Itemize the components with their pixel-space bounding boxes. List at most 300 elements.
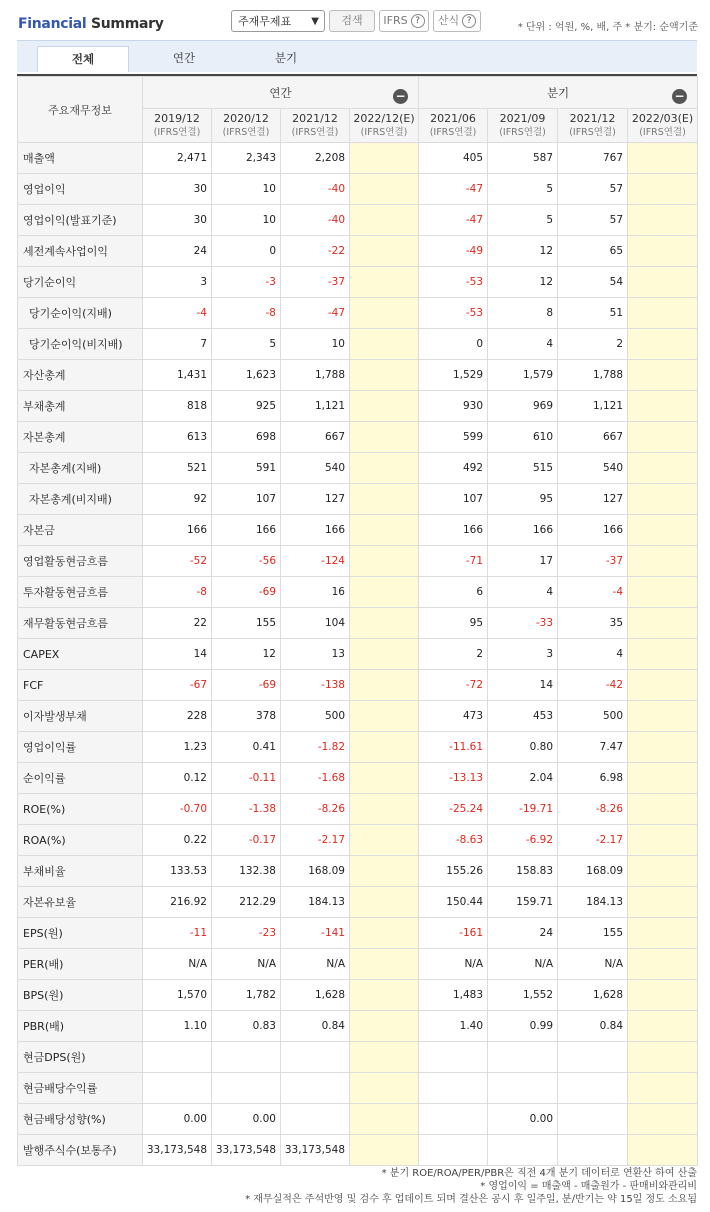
estimate-cell	[628, 546, 698, 577]
value-cell: 216.92	[143, 887, 212, 918]
period-header	[281, 109, 350, 143]
footnote: * 재무실적은 주석반영 및 검수 후 업데이트 되며 결산은 공시 후 일주일, 분/반기는 약 15일 정도 소요됨	[245, 1194, 697, 1205]
value-cell: 2,208	[281, 143, 350, 174]
row-label: BPS(원)	[18, 980, 143, 1011]
estimate-cell	[628, 360, 698, 391]
search-button[interactable]: 검색	[329, 10, 375, 32]
table-row	[18, 143, 698, 174]
value-cell: 1,782	[212, 980, 281, 1011]
value-cell: 925	[212, 391, 281, 422]
period-header	[628, 109, 698, 143]
value-cell: 1,121	[281, 391, 350, 422]
table-row	[18, 918, 698, 949]
value-cell: 1.23	[143, 732, 212, 763]
value-cell: 767	[558, 143, 628, 174]
value-cell: 30	[143, 174, 212, 205]
period-sublabel: (IFRS연결)	[291, 126, 339, 138]
table-row	[18, 670, 698, 701]
value-cell: 0.22	[143, 825, 212, 856]
estimate-cell	[350, 1135, 419, 1166]
value-cell: 24	[143, 236, 212, 267]
value-cell: 95	[419, 608, 488, 639]
value-cell: 10	[212, 174, 281, 205]
value-cell: -8.63	[419, 825, 488, 856]
value-cell: 0.00	[212, 1104, 281, 1135]
period-sublabel: (IFRS연결)	[639, 126, 686, 138]
value-cell: -40	[281, 174, 350, 205]
formula-label: 산식	[437, 14, 460, 27]
value-cell: -47	[281, 298, 350, 329]
estimate-cell	[350, 546, 419, 577]
row-label: 자본총계(비지배)	[18, 484, 143, 515]
value-cell: -1.82	[281, 732, 350, 763]
period-label: 2021/12	[569, 111, 616, 125]
tab-annual[interactable]: 연간	[172, 51, 196, 65]
estimate-cell	[350, 360, 419, 391]
value-cell: -47	[419, 174, 488, 205]
annual-group-label: 연간	[269, 85, 292, 100]
value-cell: 0.80	[488, 732, 558, 763]
value-cell	[558, 1042, 628, 1073]
value-cell: 1,579	[488, 360, 558, 391]
period-label: 2021/09	[499, 111, 546, 125]
row-label: ROE(%)	[18, 794, 143, 825]
value-cell: -67	[143, 670, 212, 701]
value-cell: 0.12	[143, 763, 212, 794]
value-cell: 158.83	[488, 856, 558, 887]
value-cell: 13	[281, 639, 350, 670]
period-header	[419, 109, 488, 143]
value-cell: -0.70	[143, 794, 212, 825]
period-sublabel: (IFRS연결)	[153, 126, 201, 138]
estimate-cell	[628, 484, 698, 515]
period-label: 2022/03(E)	[631, 111, 694, 125]
value-cell: 166	[281, 515, 350, 546]
value-cell: 8	[488, 298, 558, 329]
value-cell	[419, 1104, 488, 1135]
estimate-cell	[350, 205, 419, 236]
table-row	[18, 639, 698, 670]
row-label: 자본유보율	[18, 887, 143, 918]
value-cell: 1,628	[281, 980, 350, 1011]
value-cell	[281, 1042, 350, 1073]
table-row	[18, 484, 698, 515]
value-cell: 155	[212, 608, 281, 639]
estimate-cell	[628, 887, 698, 918]
value-cell	[419, 1042, 488, 1073]
statement-select-value: 주재무제표	[238, 15, 292, 28]
value-cell: N/A	[558, 949, 628, 980]
row-label: 투자활동현금흐름	[18, 577, 143, 608]
value-cell: 1,628	[558, 980, 628, 1011]
value-cell: -3	[212, 267, 281, 298]
estimate-cell	[350, 515, 419, 546]
row-label: 발행주식수(보통주)	[18, 1135, 143, 1166]
period-sublabel: (IFRS연결)	[360, 126, 408, 138]
estimate-cell	[628, 1135, 698, 1166]
value-cell: 0.83	[212, 1011, 281, 1042]
value-cell: 0.84	[558, 1011, 628, 1042]
estimate-cell	[628, 949, 698, 980]
table-row	[18, 515, 698, 546]
estimate-cell	[628, 515, 698, 546]
value-cell	[212, 1042, 281, 1073]
value-cell: 587	[488, 143, 558, 174]
value-cell: 3	[488, 639, 558, 670]
value-cell: -49	[419, 236, 488, 267]
value-cell: -40	[281, 205, 350, 236]
table-row	[18, 174, 698, 205]
value-cell: 6.98	[558, 763, 628, 794]
value-cell: 10	[212, 205, 281, 236]
value-cell: 22	[143, 608, 212, 639]
row-label: 현금배당성향(%)	[18, 1104, 143, 1135]
value-cell: 698	[212, 422, 281, 453]
value-cell: 969	[488, 391, 558, 422]
value-cell: -0.17	[212, 825, 281, 856]
period-label: 2022/12(E)	[353, 111, 415, 125]
value-cell: -141	[281, 918, 350, 949]
row-label: 자본금	[18, 515, 143, 546]
value-cell: -8	[212, 298, 281, 329]
row-label: 영업이익(발표기준)	[18, 205, 143, 236]
estimate-cell	[350, 1104, 419, 1135]
value-cell: -69	[212, 670, 281, 701]
estimate-cell	[350, 484, 419, 515]
value-cell: 7.47	[558, 732, 628, 763]
value-cell: N/A	[143, 949, 212, 980]
value-cell: 1.40	[419, 1011, 488, 1042]
table-row	[18, 949, 698, 980]
value-cell: 1,552	[488, 980, 558, 1011]
estimate-cell	[628, 980, 698, 1011]
value-cell	[419, 1073, 488, 1104]
period-header	[488, 109, 558, 143]
row-label: 이자발생부채	[18, 701, 143, 732]
value-cell: -11.61	[419, 732, 488, 763]
table-row	[18, 360, 698, 391]
period-sublabel: (IFRS연결)	[569, 126, 616, 138]
value-cell: -13.13	[419, 763, 488, 794]
estimate-cell	[628, 174, 698, 205]
value-cell: 33,173,548	[281, 1135, 350, 1166]
table-row	[18, 205, 698, 236]
value-cell: -124	[281, 546, 350, 577]
estimate-cell	[628, 453, 698, 484]
value-cell: 1,483	[419, 980, 488, 1011]
value-cell	[488, 1042, 558, 1073]
value-cell: 500	[281, 701, 350, 732]
period-label: 2021/12	[292, 111, 338, 125]
value-cell: 930	[419, 391, 488, 422]
estimate-cell	[628, 143, 698, 174]
value-cell: 150.44	[419, 887, 488, 918]
value-cell: 7	[143, 329, 212, 360]
footnote: * 영업이익 = 매출액 - 매출원가 - 판매비와관리비	[480, 1181, 697, 1192]
value-cell: 12	[488, 236, 558, 267]
table-row	[18, 1073, 698, 1104]
value-cell: -25.24	[419, 794, 488, 825]
estimate-cell	[628, 1104, 698, 1135]
value-cell: 1,121	[558, 391, 628, 422]
value-cell: 166	[419, 515, 488, 546]
value-cell: 57	[558, 205, 628, 236]
row-label: EPS(원)	[18, 918, 143, 949]
value-cell: 667	[558, 422, 628, 453]
value-cell: 65	[558, 236, 628, 267]
value-cell: 2,343	[212, 143, 281, 174]
row-label: 부채비율	[18, 856, 143, 887]
estimate-cell	[350, 143, 419, 174]
value-cell: N/A	[281, 949, 350, 980]
formula-help-button[interactable]	[433, 10, 481, 32]
row-label: PBR(배)	[18, 1011, 143, 1042]
estimate-cell	[628, 1073, 698, 1104]
value-cell: 95	[488, 484, 558, 515]
value-cell: 405	[419, 143, 488, 174]
period-sublabel: (IFRS연결)	[499, 126, 546, 138]
collapse-quarter-icon[interactable]: −	[672, 89, 687, 104]
value-cell: 14	[488, 670, 558, 701]
estimate-cell	[350, 794, 419, 825]
row-label: 당기순이익	[18, 267, 143, 298]
table-row	[18, 453, 698, 484]
value-cell: 132.38	[212, 856, 281, 887]
table-row	[18, 1011, 698, 1042]
tab-quarter[interactable]: 분기	[274, 51, 298, 65]
value-cell: 378	[212, 701, 281, 732]
estimate-cell	[628, 794, 698, 825]
table-row	[18, 267, 698, 298]
value-cell: 57	[558, 174, 628, 205]
value-cell	[143, 1073, 212, 1104]
value-cell: 17	[488, 546, 558, 577]
table-row	[18, 1104, 698, 1135]
value-cell: 599	[419, 422, 488, 453]
value-cell: 54	[558, 267, 628, 298]
value-cell: 107	[212, 484, 281, 515]
footnote: * 분기 ROE/ROA/PER/PBR은 직전 4개 분기 데이터로 연환산 하여 산출	[381, 1168, 697, 1179]
value-cell: -4	[143, 298, 212, 329]
row-label: 현금배당수익률	[18, 1073, 143, 1104]
value-cell: 2.04	[488, 763, 558, 794]
row-label: 영업이익률	[18, 732, 143, 763]
period-label: 2019/12	[154, 111, 200, 125]
value-cell: -23	[212, 918, 281, 949]
row-label: 자본총계	[18, 422, 143, 453]
table-row	[18, 732, 698, 763]
value-cell: 127	[558, 484, 628, 515]
table-row	[18, 546, 698, 577]
value-cell: -2.17	[558, 825, 628, 856]
estimate-cell	[350, 670, 419, 701]
value-cell: 1,431	[143, 360, 212, 391]
table-row	[18, 794, 698, 825]
value-cell: 184.13	[558, 887, 628, 918]
footnotes	[245, 1167, 697, 1206]
value-cell: 166	[558, 515, 628, 546]
value-cell: -37	[558, 546, 628, 577]
table-row	[18, 608, 698, 639]
value-cell: -53	[419, 267, 488, 298]
value-cell: 184.13	[281, 887, 350, 918]
estimate-cell	[350, 391, 419, 422]
estimate-cell	[628, 608, 698, 639]
value-cell	[558, 1073, 628, 1104]
value-cell: -71	[419, 546, 488, 577]
estimate-cell	[628, 701, 698, 732]
value-cell: -69	[212, 577, 281, 608]
value-cell: N/A	[212, 949, 281, 980]
value-cell: -42	[558, 670, 628, 701]
period-header	[350, 109, 419, 143]
value-cell: 540	[558, 453, 628, 484]
period-header	[558, 109, 628, 143]
value-cell: 12	[488, 267, 558, 298]
period-label: 2020/12	[223, 111, 269, 125]
value-cell: 166	[488, 515, 558, 546]
estimate-cell	[628, 391, 698, 422]
value-cell: 35	[558, 608, 628, 639]
estimate-cell	[628, 732, 698, 763]
table-row	[18, 391, 698, 422]
estimate-cell	[350, 236, 419, 267]
value-cell: 168.09	[281, 856, 350, 887]
estimate-cell	[628, 825, 698, 856]
tab-all[interactable]: 전체	[37, 46, 129, 72]
table-row	[18, 825, 698, 856]
value-cell: 613	[143, 422, 212, 453]
value-cell: 168.09	[558, 856, 628, 887]
statement-select[interactable]	[231, 10, 325, 32]
table-row	[18, 1042, 698, 1073]
chevron-down-icon: ▼	[311, 16, 319, 27]
value-cell: 1,788	[281, 360, 350, 391]
estimate-cell	[350, 887, 419, 918]
value-cell: 492	[419, 453, 488, 484]
value-cell: 127	[281, 484, 350, 515]
estimate-cell	[350, 763, 419, 794]
value-cell: 33,173,548	[212, 1135, 281, 1166]
value-cell: 228	[143, 701, 212, 732]
row-label: 자본총계(지배)	[18, 453, 143, 484]
estimate-cell	[350, 267, 419, 298]
value-cell: -6.92	[488, 825, 558, 856]
value-cell	[143, 1042, 212, 1073]
value-cell: -1.68	[281, 763, 350, 794]
row-label: PER(배)	[18, 949, 143, 980]
estimate-cell	[350, 298, 419, 329]
value-cell: 155	[558, 918, 628, 949]
table-row	[18, 422, 698, 453]
value-cell: 107	[419, 484, 488, 515]
value-cell: -33	[488, 608, 558, 639]
value-cell: -72	[419, 670, 488, 701]
table-row	[18, 980, 698, 1011]
estimate-cell	[350, 825, 419, 856]
value-cell: 0.99	[488, 1011, 558, 1042]
table-row	[18, 701, 698, 732]
value-cell	[488, 1135, 558, 1166]
value-cell: -4	[558, 577, 628, 608]
value-cell: 540	[281, 453, 350, 484]
value-cell: 500	[558, 701, 628, 732]
estimate-cell	[350, 1011, 419, 1042]
row-label: CAPEX	[18, 639, 143, 670]
value-cell: -8	[143, 577, 212, 608]
collapse-annual-icon[interactable]: −	[393, 89, 408, 104]
value-cell: 10	[281, 329, 350, 360]
estimate-cell	[350, 453, 419, 484]
value-cell: 0	[212, 236, 281, 267]
estimate-cell	[628, 1042, 698, 1073]
period-sublabel: (IFRS연결)	[222, 126, 270, 138]
row-label: 당기순이익(지배)	[18, 298, 143, 329]
estimate-cell	[350, 329, 419, 360]
value-cell: 155.26	[419, 856, 488, 887]
table-row	[18, 298, 698, 329]
estimate-cell	[628, 422, 698, 453]
row-header-label: 주요재무정보	[18, 77, 143, 143]
estimate-cell	[628, 329, 698, 360]
value-cell: 1,529	[419, 360, 488, 391]
value-cell: 667	[281, 422, 350, 453]
table-row	[18, 329, 698, 360]
estimate-cell	[628, 205, 698, 236]
help-icon: ?	[462, 14, 476, 28]
estimate-cell	[628, 670, 698, 701]
row-label: 재무활동현금흐름	[18, 608, 143, 639]
value-cell: 16	[281, 577, 350, 608]
value-cell: -1.38	[212, 794, 281, 825]
value-cell: -53	[419, 298, 488, 329]
estimate-cell	[350, 639, 419, 670]
top-bar	[0, 8, 710, 36]
estimate-cell	[350, 1042, 419, 1073]
value-cell: 4	[488, 329, 558, 360]
value-cell: -22	[281, 236, 350, 267]
quarter-group-header	[419, 77, 698, 109]
value-cell: -56	[212, 546, 281, 577]
value-cell	[558, 1104, 628, 1135]
value-cell: 1,788	[558, 360, 628, 391]
value-cell: 818	[143, 391, 212, 422]
quarter-group-label: 분기	[546, 85, 570, 100]
value-cell: 0.84	[281, 1011, 350, 1042]
row-label: 자산총계	[18, 360, 143, 391]
row-label: 당기순이익(비지배)	[18, 329, 143, 360]
row-label: 매출액	[18, 143, 143, 174]
value-cell: 2	[558, 329, 628, 360]
value-cell: 453	[488, 701, 558, 732]
ifrs-help-button[interactable]	[379, 10, 429, 32]
value-cell: 5	[488, 205, 558, 236]
estimate-cell	[628, 918, 698, 949]
estimate-cell	[628, 763, 698, 794]
value-cell: 104	[281, 608, 350, 639]
value-cell: -47	[419, 205, 488, 236]
value-cell: 1.10	[143, 1011, 212, 1042]
estimate-cell	[628, 856, 698, 887]
estimate-cell	[628, 1011, 698, 1042]
value-cell	[419, 1135, 488, 1166]
estimate-cell	[350, 980, 419, 1011]
row-label: FCF	[18, 670, 143, 701]
value-cell: 1,570	[143, 980, 212, 1011]
estimate-cell	[628, 267, 698, 298]
table-row	[18, 577, 698, 608]
estimate-cell	[628, 639, 698, 670]
